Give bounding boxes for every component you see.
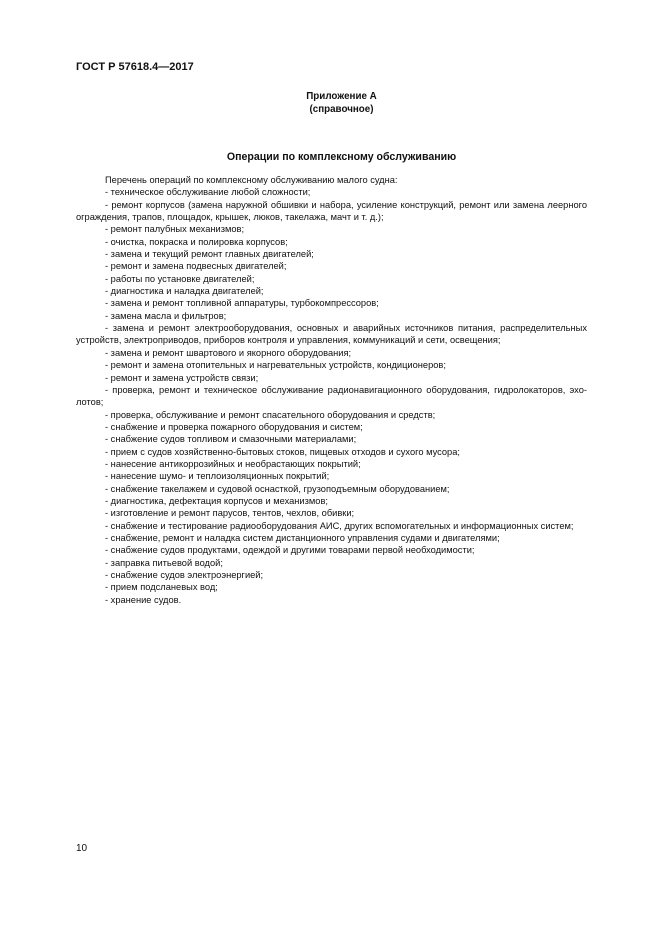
page-number: 10 bbox=[76, 843, 88, 854]
list-item: - снабжение такелажем и судовой оснасткой, грузоподъемным оборудованием; bbox=[105, 483, 450, 494]
list-item: - снабжение, ремонт и наладка систем дистанционного управления судами и двигателями; bbox=[105, 532, 500, 543]
list-item: - снабжение и тестирование радиооборудования АИС, других вспомогательных и информационных систем; bbox=[105, 520, 574, 531]
list-item: - снабжение и проверка пожарного оборудования и систем; bbox=[105, 421, 363, 432]
list-item: - снабжение судов топливом и смазочными материалами; bbox=[105, 434, 357, 445]
list-item: - замена и ремонт швартового и якорного оборудования; bbox=[105, 347, 352, 358]
document-id: ГОСТ Р 57618.4—2017 bbox=[76, 61, 194, 73]
list-intro: Перечень операций по комплексному обслуживанию малого судна: bbox=[105, 175, 398, 185]
list-item: - проверка, обслуживание и ремонт спасательного оборудования и средств; bbox=[105, 409, 436, 420]
list-item: - заправка питьевой водой; bbox=[105, 557, 223, 568]
list-item: - снабжение судов продуктами, одеждой и другими товарами первой необходимости; bbox=[105, 545, 475, 556]
list-item: - ремонт палубных механизмов; bbox=[105, 224, 245, 235]
list-item: - прием подсланевых вод; bbox=[105, 582, 218, 593]
list-item: - ремонт корпусов (замена наружной обшивки и набора, усиление конструкций, ремонт или замена леерного ограждения, трапов, площадок, крышек, люков, такелажа, мачт и т. д.); bbox=[76, 199, 587, 223]
operations-list bbox=[76, 174, 587, 606]
list-item: - нанесение антикоррозийных и необрастающих покрытий; bbox=[105, 458, 361, 469]
list-item: - ремонт и замена подвесных двигателей; bbox=[105, 261, 287, 272]
appendix-note: (справочное) bbox=[309, 104, 374, 115]
section-title: Операции по комплексному обслуживанию bbox=[226, 151, 457, 163]
appendix-heading bbox=[96, 90, 587, 116]
list-item: - очистка, покраска и полировка корпусов; bbox=[105, 236, 288, 247]
list-item: - прием с судов хозяйственно-бытовых стоков, пищевых отходов и сухого мусора; bbox=[105, 446, 460, 457]
list-item: - ремонт и замена отопительных и нагревательных устройств, кондиционеров; bbox=[105, 360, 446, 371]
list-item: - замена и ремонт топливной аппаратуры, турбокомпрессоров; bbox=[105, 298, 379, 309]
list-item: - ремонт и замена устройств связи; bbox=[105, 372, 259, 383]
list-item: - проверка, ремонт и техническое обслуживание радионавигационного оборудования, гидролокаторов, эхолотов; bbox=[76, 384, 587, 408]
list-item: - замена масла и фильтров; bbox=[105, 310, 227, 321]
list-item: - изготовление и ремонт парусов, тентов, чехлов, обивки; bbox=[105, 508, 355, 519]
list-item: - диагностика, дефектация корпусов и механизмов; bbox=[105, 495, 328, 506]
list-item: - снабжение судов электроэнергией; bbox=[105, 570, 264, 580]
list-item: - работы по установке двигателей; bbox=[105, 273, 255, 284]
list-item: - нанесение шумо- и теплоизоляционных покрытий; bbox=[105, 471, 330, 482]
appendix-title: Приложение А bbox=[306, 91, 377, 102]
list-item: - замена и ремонт электрооборудования, основных и аварийных источников питания, распределительных устройств, электроприводов, приборов контроля и управления, коммуникаций и сети, освещения; bbox=[76, 323, 587, 346]
list-item: - диагностика и наладка двигателей; bbox=[105, 286, 264, 297]
list-item: - хранение судов. bbox=[105, 594, 182, 605]
list-item: - техническое обслуживание любой сложности; bbox=[105, 187, 311, 198]
list-item: - замена и текущий ремонт главных двигателей; bbox=[105, 249, 314, 260]
